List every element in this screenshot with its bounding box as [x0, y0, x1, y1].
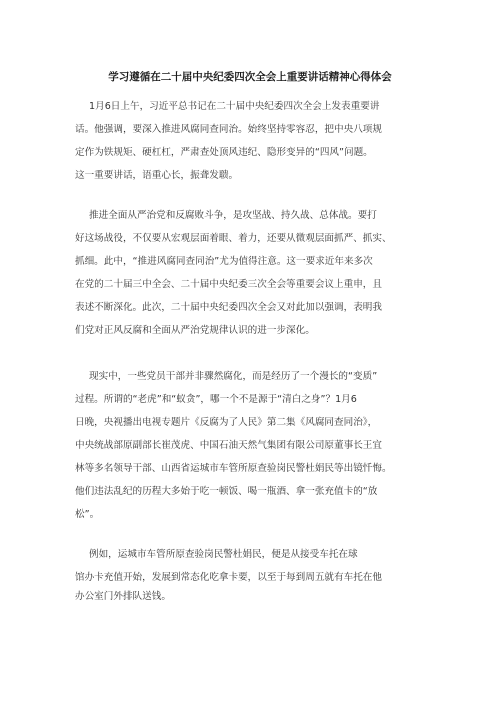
paragraph-2-line-1: 推进全面从严治党和反腐败斗争，是攻坚战、持久战、总体战。要打 — [89, 210, 377, 221]
paragraph-4-line-3: 办公室门外排队送钱。 — [75, 591, 171, 602]
paragraph-3-line-1: 现实中，一些党员干部并非骤然腐化，而是经历了一个漫长的“变质” — [89, 371, 378, 382]
paragraph-3-line-2: 过程。所谓的“老虎”和“蚁贪”，哪一个不是源于“清白之身”？1月6 — [75, 394, 357, 405]
paragraph-1-line-2: 话。他强调，要深入推进风腐同查同治。始终坚持零容忍，把中央八项规 — [75, 124, 382, 135]
paragraph-1-line-1: 1月6日上午，习近平总书记在二十届中央纪委四次全会上发表重要讲 — [89, 101, 380, 112]
paragraph-4-line-2: 馆办卡充值开始，发展到常态化吃拿卡要，以至于每到周五就有车托在他 — [75, 572, 382, 583]
paragraph-2-line-4: 在党的二十届三中全会、二十届中央纪委三次全会等重要会议上重申，且 — [75, 279, 382, 290]
paragraph-1-line-4: 这一重要讲话，语重心长，振聋发聩。 — [75, 170, 239, 181]
paragraph-3-line-3: 日晚，央视播出电视专题片《反腐为了人民》第二集《风腐同查同治》， — [75, 417, 378, 428]
paragraph-2-line-5: 表述不断深化。此次，二十届中央纪委四次全会又对此加以强调，表明我 — [75, 302, 382, 313]
paragraph-3-line-5: 林等多名领导干部、山西省运城市车管所原查验岗民警杜娟民等出镜忏悔。 — [75, 463, 392, 474]
paragraph-2-line-2: 好这场战役，不仅要从宏观层面着眼、着力，还要从微观层面抓严、抓实、 — [75, 233, 392, 244]
document-title: 学习遵循在二十届中央纪委四次全会上重要讲话精神心得体会 — [108, 71, 392, 83]
paragraph-2-line-6: 们党对正风反腐和全面从严治党规律认识的进一步深化。 — [75, 325, 315, 336]
paragraph-3-line-7: 松”。 — [75, 509, 100, 520]
paragraph-3-line-6: 他们违法乱纪的历程大多始于吃一顿饭、喝一瓶酒、拿一张充值卡的“放 — [75, 486, 378, 497]
paragraph-4-line-1: 例如，运城市车管所原查验岗民警杜娟民，便是从接受车托在球 — [89, 549, 358, 560]
paragraph-2-line-3: 抓细。此中，“推进风腐同查同治”尤为值得注意。这一要求近年来多次 — [75, 256, 373, 267]
paragraph-1-line-3: 定作为铁规矩、硬杠杠，严肃查处顶风违纪、隐形变异的“四风”问题。 — [75, 147, 373, 158]
paragraph-3-line-4: 中央统战部原副部长崔茂虎、中国石油天然气集团有限公司原董事长王宜 — [75, 440, 382, 451]
